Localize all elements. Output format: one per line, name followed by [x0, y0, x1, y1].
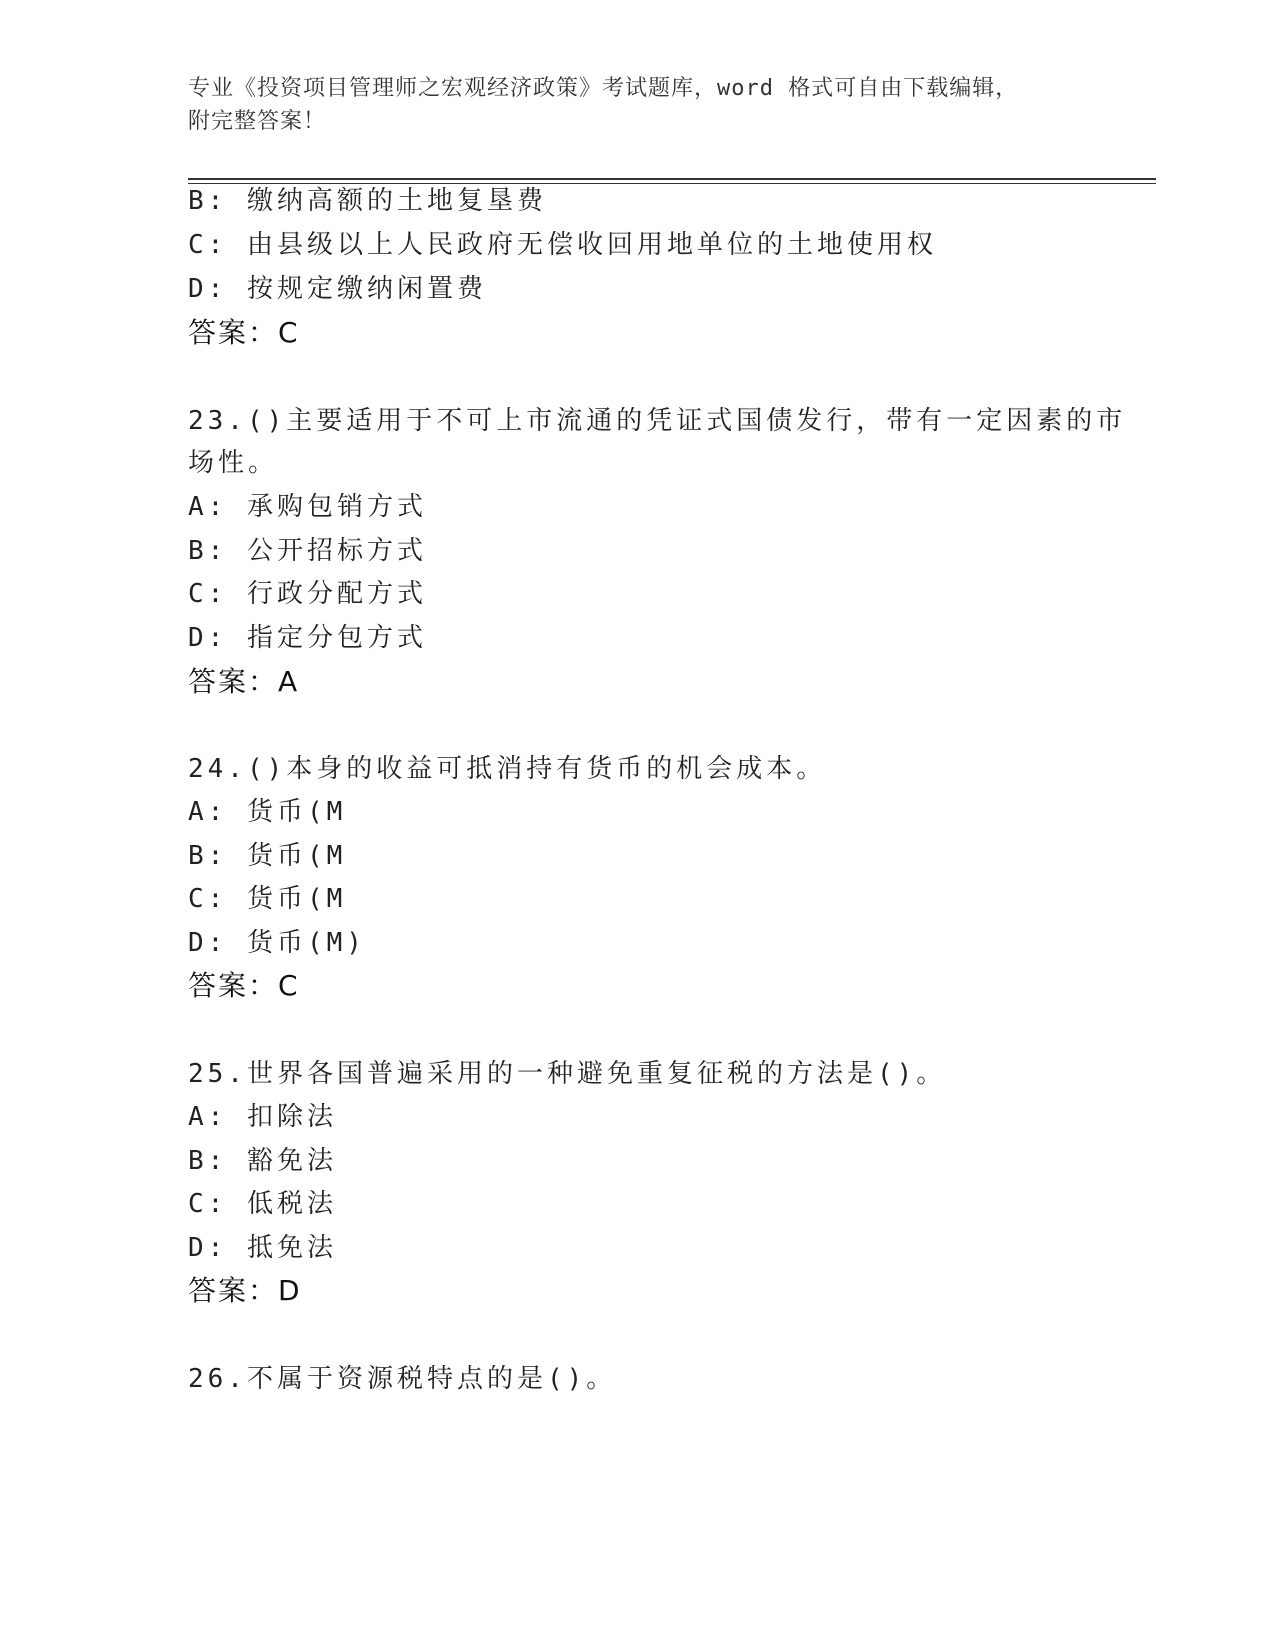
q23-option-c: C: 行政分配方式	[188, 579, 427, 609]
q22-option-d: D: 按规定缴纳闲置费	[188, 274, 487, 304]
q23-option-b: B: 公开招标方式	[188, 536, 427, 566]
header-line-1: 专业《投资项目管理师之宏观经济政策》考试题库，word 格式可自由下载编辑，	[188, 76, 1019, 101]
q25-option-d: D: 抵免法	[188, 1233, 337, 1263]
q25-option-a: A: 扣除法	[188, 1102, 337, 1132]
q23-question-line-2: 场性。	[188, 448, 279, 478]
q25-answer: 答案：D	[188, 1274, 302, 1307]
q23-option-a: A: 承购包销方式	[188, 492, 427, 522]
q25-option-c: C: 低税法	[188, 1189, 337, 1219]
header-line-2: 附完整答案！	[188, 109, 327, 134]
q24-answer: 答案：C	[188, 969, 300, 1002]
q25-option-b: B: 豁免法	[188, 1146, 337, 1176]
q25-question: 25.世界各国普遍采用的一种避免重复征税的方法是()。	[188, 1059, 947, 1089]
q23-option-d: D: 指定分包方式	[188, 623, 427, 653]
q23-question-line-1: 23.()主要适用于不可上市流通的凭证式国债发行，带有一定因素的市	[188, 406, 1127, 436]
document-header	[188, 72, 1088, 138]
q22-option-b: B: 缴纳高额的土地复垦费	[188, 186, 547, 216]
q22-answer: 答案：C	[188, 316, 300, 349]
q24-question: 24.()本身的收益可抵消持有货币的机会成本。	[188, 754, 827, 784]
q23-answer: 答案：A	[188, 665, 300, 698]
q22-option-c: C: 由县级以上人民政府无偿收回用地单位的土地使用权	[188, 230, 937, 260]
q24-option-a: A: 货币(M	[188, 797, 347, 827]
q24-option-c: C: 货币(M	[188, 884, 347, 914]
q24-option-b: B: 货币(M	[188, 841, 347, 871]
q24-option-d: D: 货币(M)	[188, 928, 366, 958]
q26-question: 26.不属于资源税特点的是()。	[188, 1364, 617, 1394]
